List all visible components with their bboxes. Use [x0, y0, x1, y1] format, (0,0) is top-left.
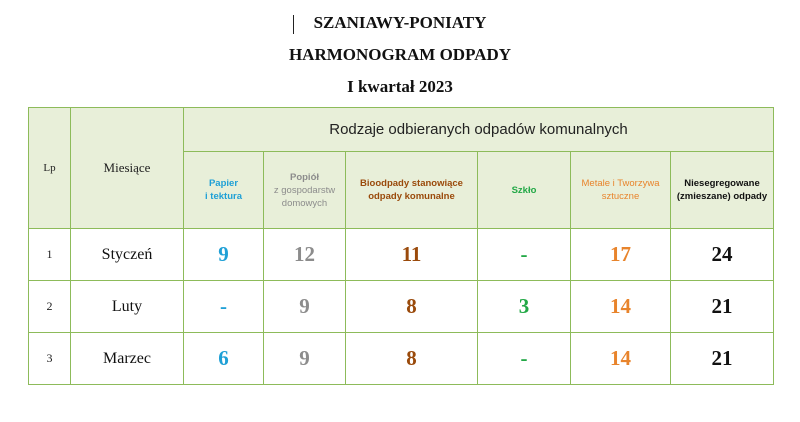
table-row — [29, 281, 774, 333]
row-number: 3 — [29, 333, 71, 385]
document-period: I kwartał 2023 — [347, 77, 453, 96]
row-number: 2 — [29, 281, 71, 333]
szklo-value: - — [478, 229, 571, 281]
column-header-papier: Papier i tektura — [184, 152, 264, 229]
papier-value: 9 — [184, 229, 264, 281]
month-cell: Styczeń — [71, 229, 184, 281]
month-cell: Luty — [71, 281, 184, 333]
bioodpady-value: 11 — [346, 229, 478, 281]
metale-value: 17 — [571, 229, 671, 281]
document-subtitle: HARMONOGRAM ODPADY — [288, 45, 512, 64]
niesegregowane-value: 24 — [671, 229, 774, 281]
niesegregowane-value: 21 — [671, 281, 774, 333]
schedule-table — [28, 107, 774, 385]
column-header-popiol: Popiół z gospodarstw domowych — [264, 152, 346, 229]
document-title: SZANIAWY-PONIATY — [313, 13, 487, 32]
popiol-value: 9 — [264, 333, 346, 385]
column-header-bioodpady: Bioodpady stanowiące odpady komunalne — [346, 152, 478, 229]
popiol-value: 9 — [264, 281, 346, 333]
papier-value: - — [184, 281, 264, 333]
metale-value: 14 — [571, 333, 671, 385]
szklo-value: 3 — [478, 281, 571, 333]
month-cell: Marzec — [71, 333, 184, 385]
row-number: 1 — [29, 229, 71, 281]
popiol-value: 12 — [264, 229, 346, 281]
metale-value: 14 — [571, 281, 671, 333]
column-header-szklo: Szkło — [478, 152, 571, 229]
column-header-metale: Metale i Tworzywa sztuczne — [571, 152, 671, 229]
bioodpady-value: 8 — [346, 281, 478, 333]
papier-value: 6 — [184, 333, 264, 385]
niesegregowane-value: 21 — [671, 333, 774, 385]
column-header-niesegregowane: Niesegregowane (zmieszane) odpady — [671, 152, 774, 229]
lp-header: Lp — [29, 108, 71, 229]
waste-types-header: Rodzaje odbieranych odpadów komunalnych — [184, 108, 774, 152]
bioodpady-value: 8 — [346, 333, 478, 385]
table-row — [29, 229, 774, 281]
month-header: Miesiące — [71, 108, 184, 229]
table-row — [29, 333, 774, 385]
szklo-value: - — [478, 333, 571, 385]
